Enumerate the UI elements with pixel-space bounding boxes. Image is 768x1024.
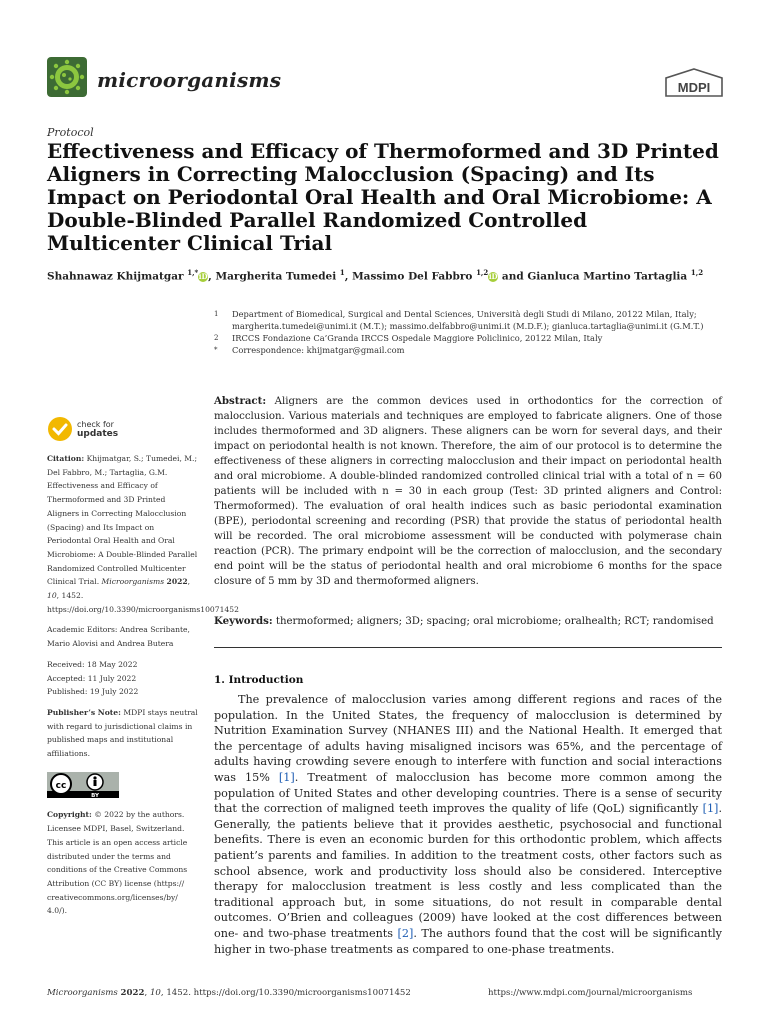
received-date: Received: 18 May 2022: [47, 659, 138, 669]
footer-journal: Microorganisms: [47, 988, 118, 998]
published-date: Published: 19 July 2022: [47, 687, 139, 697]
publisher-note-text: MDPI stays neutral with regard to jurisdictional claims in published maps and institutional affiliations.: [47, 707, 198, 759]
footer-year: 2022: [120, 988, 145, 998]
footer-citation: Microorganisms 2022, 10, 1452. https://doi.org/10.3390/microorganisms10071452: [47, 988, 411, 998]
author-list: Shahnawaz Khijmatgar $^{1,*}$iD, Margherita Tumedei $^1$, Massimo Del Fabbro $^{1,2}$iD and Gianluca Martino Tartaglia $^{1,2}$: [47, 268, 704, 283]
intro-text-4: . The authors found that the cost will be significantly higher in two-phase treatments as compared to one-phase treatments.: [214, 926, 722, 956]
affiliation-number: 1: [214, 310, 219, 318]
keywords-label: Keywords:: [214, 615, 273, 627]
editors-names: Andrea Scribante, Mario Alovisi and Andrea Butera: [47, 625, 190, 649]
citation-journal: Microorganisms: [101, 577, 165, 587]
intro-text-2: . Treatment of malocclusion has become more common among the population of United States and other developing countries. There is a sense of security that the correction of maligned teeth improves the quality of life (QoL) significantly: [214, 770, 722, 816]
keywords-text: thermoformed; aligners; 3D; spacing; oral microbiome; oralhealth; RCT; randomised: [275, 616, 714, 627]
svg-text:cc: cc: [55, 780, 67, 791]
affiliation-item: [214, 332, 729, 344]
affiliation-item: [214, 344, 729, 356]
citation-label: Citation:: [47, 454, 85, 463]
footer-doi[interactable]: , 1452. https://doi.org/10.3390/microorganisms10071452: [160, 988, 411, 998]
abstract-label: Abstract:: [214, 395, 267, 407]
affiliation-number: 2: [214, 334, 219, 342]
abstract-text: Aligners are the common devices used in orthodontics for the correction of malocclusion. Various materials and techniques are employed to fabricate aligners. One of those includes thermoformed and 3D aligners. These aligners can be worn for several days, and their impact on periodontal health is not known. Therefore, the aim of our protocol is to determine the effectiveness of these aligners in correcting malocclusion and their impact on periodontal health and oral microbiome. A double-blinded randomized controlled clinical trial with a total of n = 60 patients will be included with n = 30 in each group (Test: 3D printed aligners and Control: Thermoformed). The evaluation of oral health indices such as basic periodontal examination (BPE), periodontal screening and recording (PSR) that provide the status of periodontal health will be recorded. The oral microbiome assessment will be conducted with polymerase chain reaction (PCR). The primary endpoint will be the correction of malocclusion, and the secondary end point will be the status of periodontal health and oral microbiome 6 months for the space closure of 5 mm by 3D and thermoformed aligners.: [214, 396, 722, 587]
dates-block: [47, 658, 199, 699]
citation-block: Citation: Khijmatgar, S.; Tumedei, M.; Del Fabbro, M.; Tartaglia, G.M. Effectiveness and Efficacy of Thermoformed and 3D Printed Aligners in Correcting Malocclusion (Spacing) and Its Impact on Periodontal Oral Health and Oral Microbiome: A Double-Blinded Parallel Randomized Controlled Multicenter Clinical Trial. Microorganisms 2022, 10, 1452. https://doi.org/10.3390/microorganisms10071452: [47, 454, 239, 614]
intro-text-1: The prevalence of malocclusion varies among different regions and races of the population. In the United States, the frequency of malocclusion is determined by Nutrition Examination Survey (NHANES III) and the National Health. It emerged that the percentage of adults having misaligned incisors was 65%, and the percentage of adults having crowding severe enough to interfere with function and social interactions was 15%: [214, 693, 722, 784]
cc-by-label: BY: [91, 792, 99, 798]
journal-logo-icon: [47, 57, 87, 97]
sidebar: [47, 416, 239, 925]
cc-by-license-icon[interactable]: [47, 772, 119, 798]
citation-link[interactable]: [2]: [397, 926, 414, 940]
article-title: Effectiveness and Efficacy of Thermoformed and 3D Printed Aligners in Correcting Malocclusion (Spacing) and Its Impact on Periodontal Oral Health and Oral Microbiome: A Double-Blinded Parallel Randomized Controlled Multicenter Clinical Trial: [47, 139, 719, 255]
updates-label: updates: [77, 428, 119, 439]
check-for-label: check for: [77, 419, 114, 429]
citation-doi[interactable]: , 1452. https://doi.org/10.3390/microorganisms10071452: [47, 591, 239, 614]
introduction-paragraph: [214, 692, 722, 957]
footer-journal-url[interactable]: https://www.mdpi.com/journal/microorganisms: [488, 988, 693, 998]
affiliation-item: [214, 308, 729, 332]
author-affiliation-sup: 1,2: [690, 268, 704, 277]
citation-year: 2022: [166, 577, 188, 587]
editors-block: [47, 623, 199, 650]
citation-text: Khijmatgar, S.; Tumedei, M.; Del Fabbro, M.; Tartaglia, G.M. Effectiveness and Efficacy of Thermoformed and 3D Printed Aligners in Correcting Malocclusion (Spacing) and Its Impact on Periodontal Oral Health and Oral Microbiome: A Double-Blinded Parallel Randomized Controlled Multicenter Clinical Trial.: [47, 454, 198, 587]
orcid-icon[interactable]: iD: [488, 271, 498, 281]
author-name: Margherita Tumedei: [215, 270, 340, 283]
publisher-note-label: Publisher’s Note:: [47, 707, 121, 717]
document-type: Protocol: [47, 126, 94, 139]
copyright-text: © 2022 by the authors. Licensee MDPI, Basel, Switzerland. This article is an open access article distributed under the terms and conditions of the Creative Commons Attribution (CC BY) license (https:// creativecommons.org/licenses/by/ 4.0/).: [47, 810, 188, 916]
copyright-block: [47, 808, 199, 918]
affiliation-text: Department of Biomedical, Surgical and Dental Sciences, Università degli Studi di Milano, 20122 Milan, Italy; margherita.tumedei@unimi.it (M.T.); massimo.delfabbro@unimi.it (M.D.F.); gianluca.tartaglia@unimi.it (G.M.T.): [232, 309, 704, 331]
citation-link[interactable]: [1]: [278, 770, 295, 784]
abstract: [214, 394, 722, 589]
mdpi-logo-icon: [664, 68, 724, 98]
author-affiliation-sup: 1: [339, 268, 345, 277]
editors-label: Academic Editors:: [47, 625, 118, 635]
author-affiliation-sup: 1,2: [476, 268, 489, 277]
affiliations: [214, 308, 729, 356]
check-for-updates-button[interactable]: [47, 416, 199, 442]
author-name: Gianluca Martino Tartaglia: [527, 270, 691, 283]
footer-volume: 10: [149, 988, 161, 998]
author-name: Massimo Del Fabbro: [352, 270, 477, 283]
accepted-date: Accepted: 11 July 2022: [47, 673, 137, 683]
journal-name: microorganisms: [97, 68, 282, 92]
author-name: Shahnawaz Khijmatgar: [47, 270, 188, 283]
copyright-label: Copyright:: [47, 810, 92, 820]
affiliation-number: *: [214, 346, 218, 354]
intro-text-3: . Generally, the patients believe that it provides aesthetic, psychosocial and functional benefits. There is even an economic burden for this orthodontic problem, which affects patient’s parents and families. In addition to the treatment costs, other factors such as school absence, work and productivity loss should also be considered. Interceptive therapy for malocclusion treatment is less costly and less complicated than the traditional approach but, in some situations, do not result in comparable dental outcomes. O’Brien and colleagues (2009) have looked at the cost differences between one- and two-phase treatments: [214, 802, 722, 940]
author-affiliation-sup: 1,*: [187, 268, 199, 277]
publisher-note: [47, 706, 199, 761]
section-divider: [214, 647, 722, 648]
citation-link[interactable]: [1]: [702, 802, 719, 816]
keywords: [214, 614, 722, 629]
section-heading: 1. Introduction: [214, 674, 304, 686]
citation-volume: 10: [47, 591, 57, 601]
affiliation-text: IRCCS Fondazione Ca’Granda IRCCS Ospedale Maggiore Policlinico, 20122 Milan, Italy: [232, 333, 603, 343]
check-updates-icon: [47, 416, 73, 442]
affiliation-text: Correspondence: khijmatgar@gmail.com: [232, 345, 405, 355]
orcid-icon[interactable]: iD: [198, 271, 208, 281]
mdpi-logo-text: MDPI: [677, 80, 711, 95]
